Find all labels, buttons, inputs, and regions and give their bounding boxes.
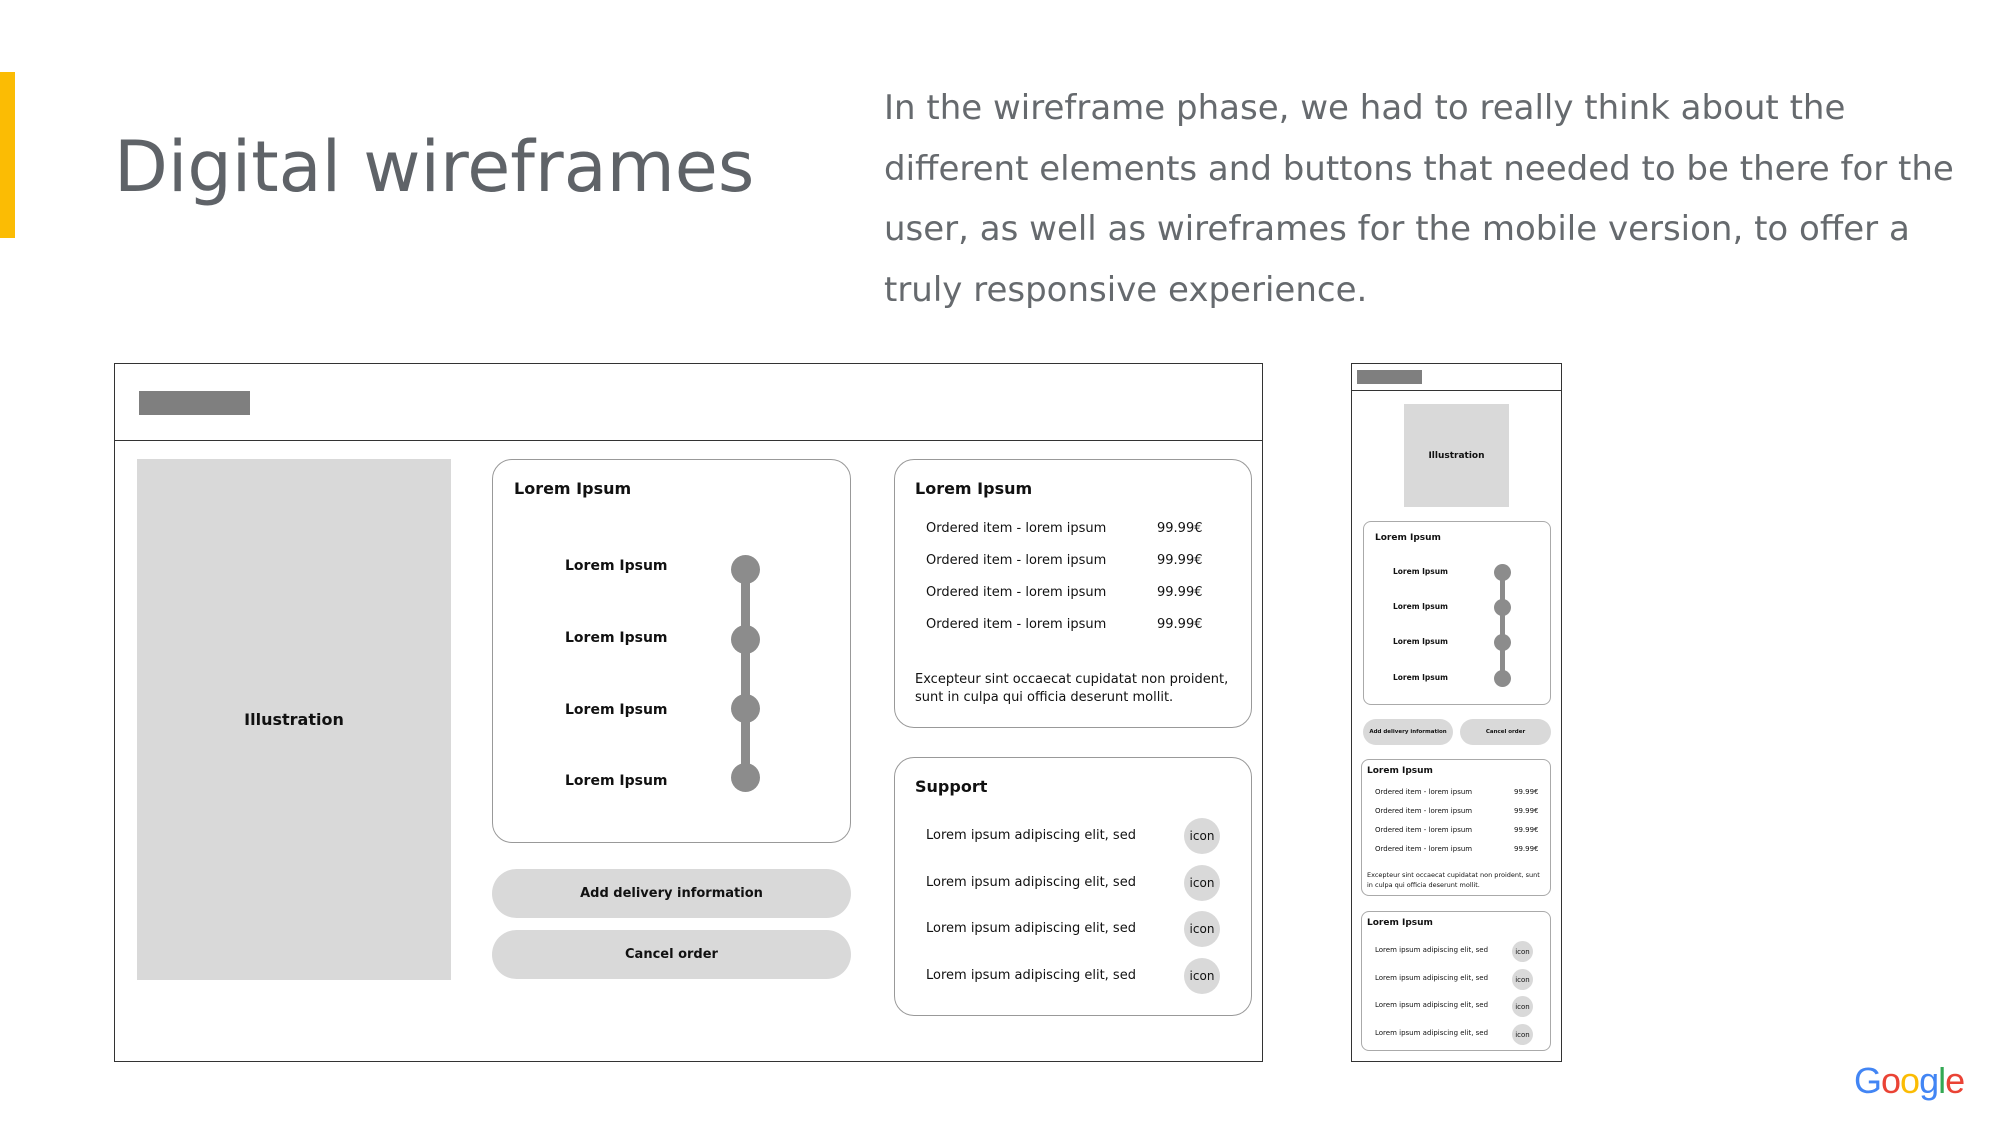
mobile-tracking-step-label: Lorem Ipsum <box>1393 637 1448 646</box>
order-item-name: Ordered item - lorem ipsum <box>926 617 1107 632</box>
order-item-name: Ordered item - lorem ipsum <box>926 553 1107 568</box>
tracking-step-dot <box>731 625 760 654</box>
order-item-price: 99.99€ <box>1157 617 1203 632</box>
mobile-support-item-icon[interactable]: icon <box>1512 969 1533 990</box>
mobile-order-item-name: Ordered item - lorem ipsum <box>1375 826 1473 834</box>
support-item-text: Lorem ipsum adipiscing elit, sed <box>926 828 1136 843</box>
google-logo-letter: o <box>1881 1060 1901 1101</box>
logo-placeholder <box>139 391 250 415</box>
tracking-step-label: Lorem Ipsum <box>565 702 668 718</box>
cancel-order-button[interactable]: Cancel order <box>492 930 851 979</box>
mobile-order-item-price: 99.99€ <box>1514 826 1539 834</box>
google-logo-letter: G <box>1854 1060 1882 1101</box>
mobile-order-item-name: Ordered item - lorem ipsum <box>1375 807 1473 815</box>
support-item-text: Lorem ipsum adipiscing elit, sed <box>926 968 1136 983</box>
mobile-order-item-name: Ordered item - lorem ipsum <box>1375 845 1473 853</box>
mobile-tracking-step-label: Lorem Ipsum <box>1393 602 1448 611</box>
accent-bar <box>0 72 15 238</box>
mobile-support-item-text: Lorem ipsum adipiscing elit, sed <box>1375 1029 1489 1037</box>
support-item-icon[interactable]: icon <box>1184 865 1220 901</box>
mobile-tracking-step-dot <box>1494 634 1511 651</box>
order-tracking-card <box>492 459 851 843</box>
mobile-tracking-step-dot <box>1494 564 1511 581</box>
tracking-step-label: Lorem Ipsum <box>565 630 668 646</box>
order-summary-card <box>894 459 1252 728</box>
mobile-tracking-step-label: Lorem Ipsum <box>1393 567 1448 576</box>
mobile-support-item-icon[interactable]: icon <box>1512 941 1533 962</box>
google-logo-letter: o <box>1900 1060 1920 1101</box>
mobile-tracking-step-dot <box>1494 670 1511 687</box>
desktop-header <box>115 364 1262 441</box>
mobile-tracking-line <box>1500 572 1505 679</box>
order-item-price: 99.99€ <box>1157 585 1203 600</box>
mobile-support-item-text: Lorem ipsum adipiscing elit, sed <box>1375 946 1489 954</box>
tracking-step-dot <box>731 555 760 584</box>
support-item-text: Lorem ipsum adipiscing elit, sed <box>926 875 1136 890</box>
google-logo-letter: g <box>1919 1060 1939 1101</box>
support-item-icon[interactable]: icon <box>1184 958 1220 994</box>
google-logo <box>1854 1060 1964 1102</box>
mobile-order-item-price: 99.99€ <box>1514 788 1539 796</box>
google-logo-letter: e <box>1945 1060 1965 1101</box>
mobile-support-card <box>1361 911 1551 1051</box>
mobile-support-title: Lorem Ipsum <box>1367 918 1433 928</box>
tracking-step-label: Lorem Ipsum <box>565 773 668 789</box>
mobile-tracking-title: Lorem Ipsum <box>1375 533 1441 543</box>
mobile-order-tracking-card <box>1363 521 1551 705</box>
support-card-title: Support <box>915 777 988 796</box>
tracking-step-dot <box>731 694 760 723</box>
mobile-header <box>1352 364 1561 391</box>
mobile-illustration-placeholder: Illustration <box>1404 404 1509 507</box>
mobile-tracking-step-label: Lorem Ipsum <box>1393 673 1448 682</box>
mobile-order-summary-card <box>1361 759 1551 896</box>
mobile-order-title: Lorem Ipsum <box>1367 766 1433 776</box>
mobile-cancel-order-button[interactable]: Cancel order <box>1460 719 1551 745</box>
mobile-logo-placeholder <box>1357 370 1422 384</box>
illustration-placeholder: Illustration <box>137 459 451 980</box>
slide-title: Digital wireframes <box>114 126 755 208</box>
mobile-tracking-step-dot <box>1494 599 1511 616</box>
google-logo-letter: l <box>1938 1060 1946 1101</box>
order-item-name: Ordered item - lorem ipsum <box>926 521 1107 536</box>
desktop-wireframe <box>114 363 1263 1062</box>
order-item-price: 99.99€ <box>1157 521 1203 536</box>
mobile-order-item-price: 99.99€ <box>1514 807 1539 815</box>
order-card-title: Lorem Ipsum <box>915 479 1033 498</box>
tracking-line <box>741 568 750 777</box>
order-item-price: 99.99€ <box>1157 553 1203 568</box>
mobile-add-delivery-information-button[interactable]: Add delivery information <box>1363 719 1453 745</box>
mobile-order-item-name: Ordered item - lorem ipsum <box>1375 788 1473 796</box>
slide-description: In the wireframe phase, we had to really think about the different elements and buttons that needed to be there for the user, as well as wireframes for the mobile version, to offer a truly responsive experience. <box>884 88 1954 310</box>
mobile-support-item-text: Lorem ipsum adipiscing elit, sed <box>1375 974 1489 982</box>
mobile-support-item-icon[interactable]: icon <box>1512 996 1533 1017</box>
mobile-support-item-icon[interactable]: icon <box>1512 1024 1533 1045</box>
support-item-text: Lorem ipsum adipiscing elit, sed <box>926 921 1136 936</box>
tracking-step-dot <box>731 763 760 792</box>
support-item-icon[interactable]: icon <box>1184 818 1220 854</box>
order-item-name: Ordered item - lorem ipsum <box>926 585 1107 600</box>
support-item-icon[interactable]: icon <box>1184 911 1220 947</box>
mobile-order-item-price: 99.99€ <box>1514 845 1539 853</box>
tracking-step-label: Lorem Ipsum <box>565 558 668 574</box>
tracking-card-title: Lorem Ipsum <box>514 479 632 498</box>
support-card <box>894 757 1252 1016</box>
mobile-support-item-text: Lorem ipsum adipiscing elit, sed <box>1375 1001 1489 1009</box>
order-note: Excepteur sint occaecat cupidatat non proident, sunt in culpa qui officia deserunt mollit. <box>915 672 1229 705</box>
mobile-order-note: Excepteur sint occaecat cupidatat non proident, sunt in culpa qui officia deserunt mollit. <box>1367 871 1540 889</box>
add-delivery-information-button[interactable]: Add delivery information <box>492 869 851 918</box>
mobile-wireframe <box>1351 363 1562 1062</box>
